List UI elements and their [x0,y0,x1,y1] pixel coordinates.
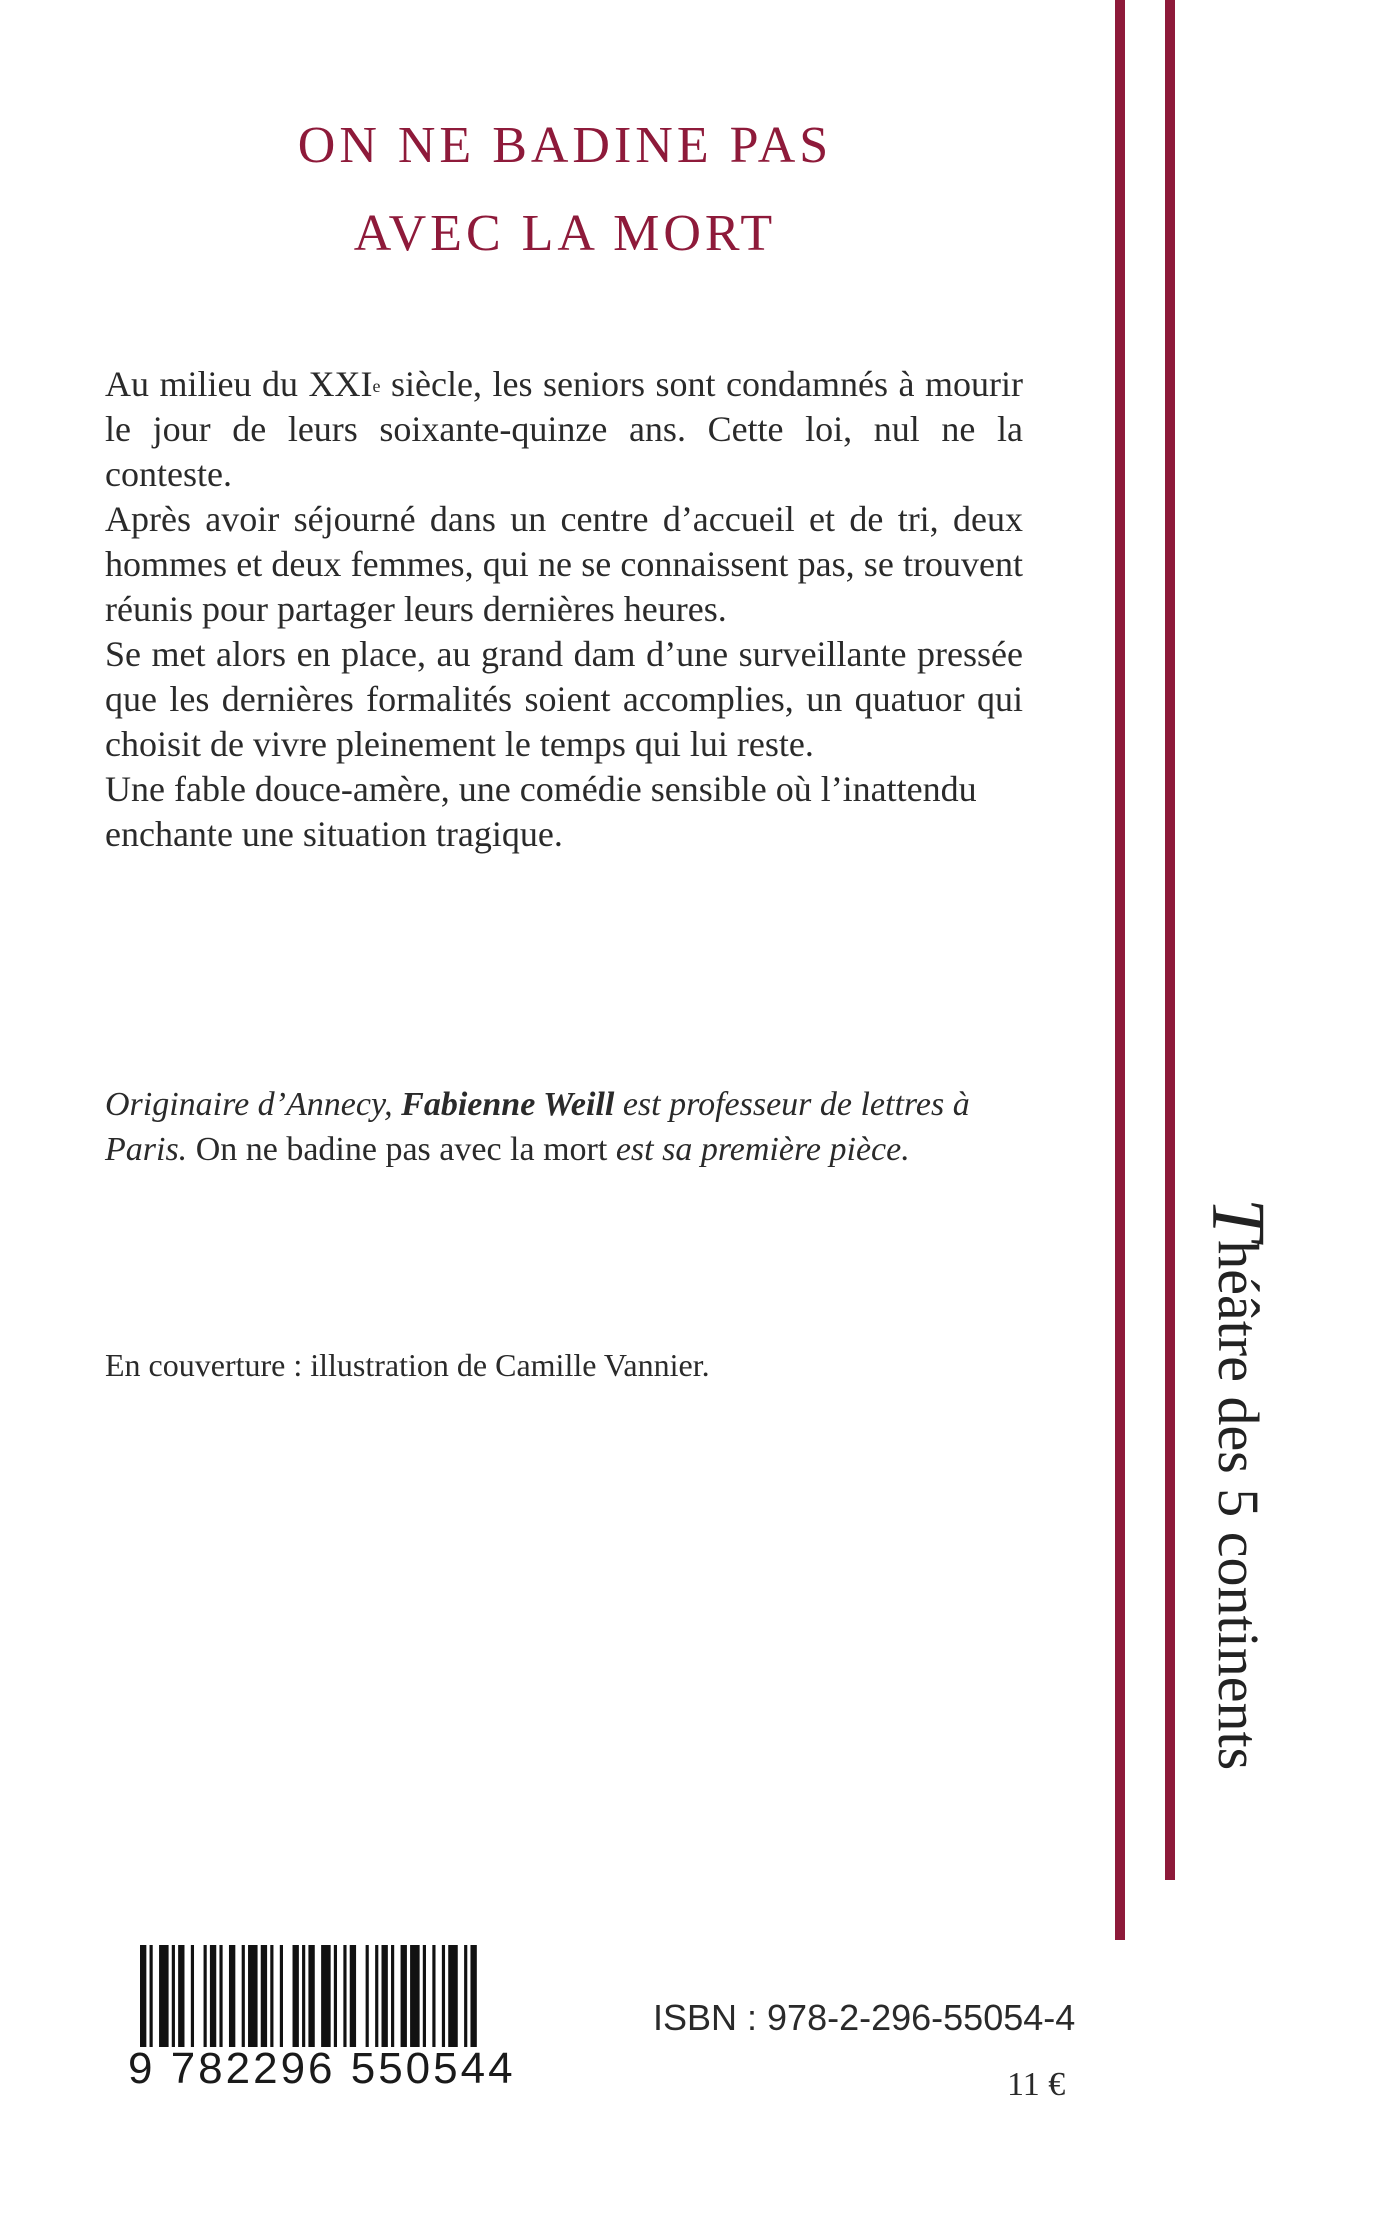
book-title-line-1: ON NE BADINE PAS [297,117,833,174]
author-name: Fabienne Weill [401,1086,615,1123]
left-accent-rule [1115,0,1125,1940]
blurb-paragraph-1: Au milieu du XXIe siècle, les seniors sont condamnés à mourir le jour de leurs soixante-quinze ans. Cette loi, nul ne la conteste. [105,364,1023,494]
collection-name: Théâtre des 5 continents [1196,1198,1280,1771]
right-accent-rule [1165,0,1175,1880]
book-blurb [105,362,1023,857]
price: 11 € [1007,2066,1066,2103]
blurb-paragraph-4: Une fable douce-amère, une comédie sensible où l’inattendu enchante une situation tragique. [105,769,977,854]
blurb-paragraph-2: Après avoir séjourné dans un centre d’accueil et de tri, deux hommes et deux femmes, qui ne se connaissent pas, se trouvent réunis pour partager leurs dernières heures. [105,499,1023,629]
cover-credit: En couverture : illustration de Camille Vannier. [105,1347,710,1383]
blurb-paragraph-3: Se met alors en place, au grand dam d’une surveillante pressée que les dernières formalités soient accomplies, un quatuor qui choisit de vivre pleinement le temps qui lui reste. [105,634,1023,764]
book-title-line-2: AVEC LA MORT [353,205,777,262]
century-superscript: e [372,376,381,396]
isbn-number: ISBN : 978-2-296-55054-4 [653,1997,1076,2038]
play-title-reference: On ne badine pas avec la mort [187,1131,608,1168]
barcode-digits: 9 782296 550544 [128,2044,516,2093]
author-bio: Originaire d’Annecy, Fabienne Weill est professeur de lettres à Paris. On ne badine pas avec la mort est sa première pièce. [105,1086,970,1168]
